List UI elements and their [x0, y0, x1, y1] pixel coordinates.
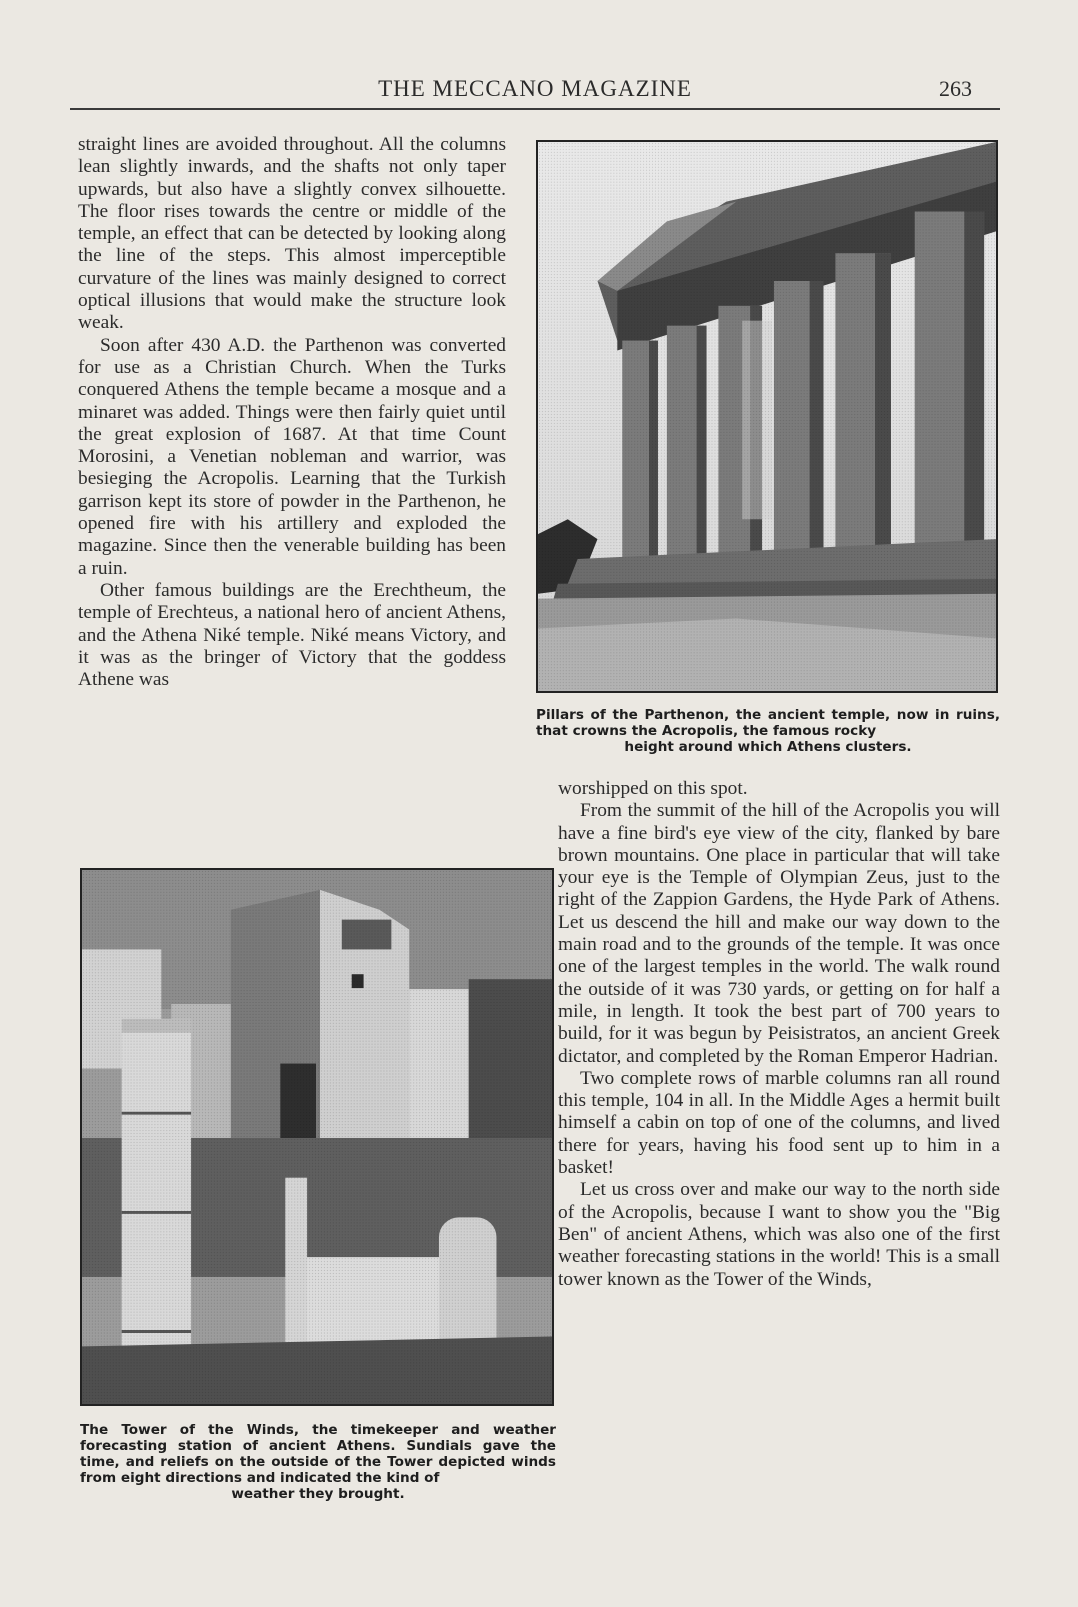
right-column — [558, 778, 1000, 1291]
tower-of-winds-photo — [80, 868, 554, 1406]
paragraph: straight lines are avoided throughout. All the columns lean slightly inwards, and the shafts not only taper upwards, but also have a slightly convex silhouette. The floor rises towards the centre or middle of the temple, an effect that can be detected by looking along the line of the steps. This almost imperceptible curvature of the lines was mainly designed to correct optical illusions that would make the structure look weak. — [78, 134, 506, 334]
caption-text: The Tower of the Winds, the timekeeper and weather forecasting station of ancient Athens. Sundials gave the time, and reliefs on the outside of the Tower depicted winds from eight directions and indicated the kind of — [80, 1422, 556, 1486]
paragraph: Soon after 430 A.D. the Parthenon was converted for use as a Christian Church. When the Turks conquered Athens the temple became a mosque and a minaret was added. Things were then fairly quiet until the great explosion of 1687. At that time Count Morosini, a Venetian nobleman and warrior, was besieging the Acropolis. Learning that the Turkish garrison kept its store of powder in the Parthenon, he opened fire with his artillery and exploded the magazine. Since then the venerable building has been a ruin. — [78, 334, 506, 579]
paragraph: Two complete rows of marble columns ran all round this temple, 104 in all. In the Middle Ages a hermit built himself a cabin on top of one of the columns, and lived there for years, having his food sent up to him in a basket! — [558, 1067, 1000, 1179]
paragraph: From the summit of the hill of the Acropolis you will have a fine bird's eye view of the city, flanked by bare brown mountains. One place in particular that will take your eye is the Temple of Olympian Zeus, just to the right of the Zappion Gardens, the Hyde Park of Athens. Let us descend the hill and make our way down to the main road and to the grounds of the temple. It was once one of the largest temples in the world. The walk round the outside of it was 730 yards, or getting on for half a mile, in length. It took the best part of 700 years to build, for it was begun by Peisistratos, an ancient Greek dictator, and completed by the Roman Emperor Hadrian. — [558, 800, 1000, 1067]
parthenon-caption — [536, 707, 1000, 755]
paragraph: worshipped on this spot. — [558, 778, 748, 799]
paragraph: Other famous buildings are the Erechtheum, the temple of Erechteus, a national hero of ancient Athens, and the Athena Niké temple. Niké means Victory, and it was as the bringer of Victory that the goddess Athene was — [78, 579, 506, 691]
page-number: 263 — [939, 76, 972, 101]
parthenon-photo — [536, 140, 998, 693]
caption-text-last: weather they brought. — [231, 1486, 405, 1502]
magazine-title: THE MECCANO MAGAZINE — [378, 76, 692, 101]
caption-text-last: height around which Athens clusters. — [624, 739, 912, 755]
paragraph: Let us cross over and make our way to the north side of the Acropolis, because I want to show you the "Big Ben" of ancient Athens, which was also one of the first weather forecasting stations in the world! This is a small tower known as the Tower of the Winds, — [558, 1179, 1000, 1290]
page-header — [70, 72, 1000, 110]
left-column — [78, 134, 506, 691]
tower-of-winds-caption — [80, 1422, 556, 1502]
caption-text: Pillars of the Parthenon, the ancient temple, now in ruins, that crowns the Acropolis, the famous rocky — [536, 707, 1000, 739]
